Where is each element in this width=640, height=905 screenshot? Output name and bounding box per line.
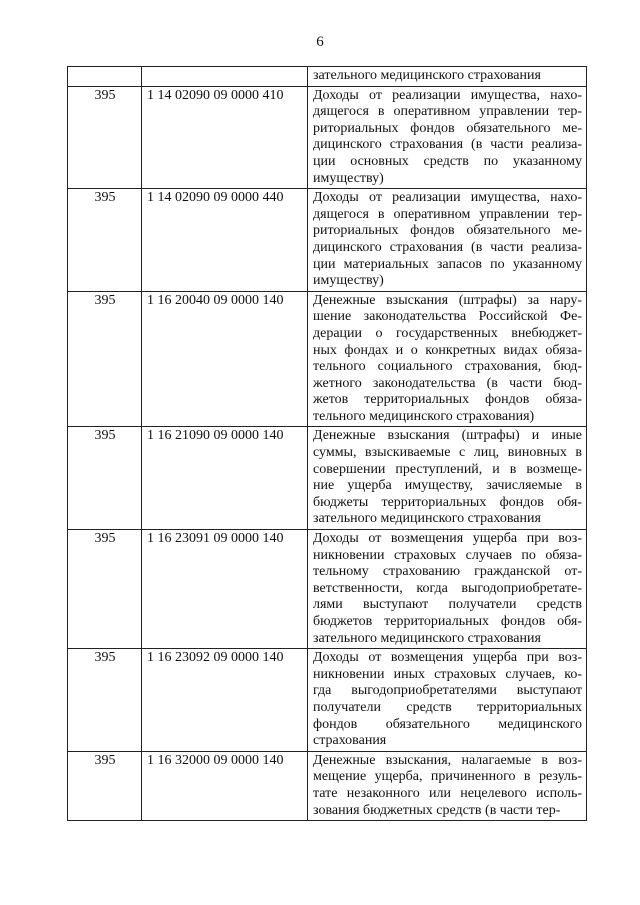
description-line: зательного медицинского страхования bbox=[313, 68, 541, 83]
description-line: ние ущерба имуществу, зачисляемые в bbox=[313, 478, 582, 494]
description-cell bbox=[308, 67, 587, 87]
table-row bbox=[68, 86, 587, 189]
table-body bbox=[68, 67, 587, 821]
admin-code-cell: 395 bbox=[68, 189, 142, 292]
table-row bbox=[68, 751, 587, 820]
description-line: Денежные взыскания, налагаемые в воз- bbox=[313, 752, 582, 768]
description-line: дерации о государственных внебюджет- bbox=[313, 325, 582, 341]
admin-code-cell: 395 bbox=[68, 751, 142, 820]
description-line: имуществу) bbox=[313, 273, 384, 289]
income-code-cell: 1 14 02090 09 0000 440 bbox=[142, 189, 308, 292]
description-line: риториальных фондов обязательного ме- bbox=[313, 223, 582, 239]
income-code-cell bbox=[142, 67, 308, 87]
admin-code-cell: 395 bbox=[68, 291, 142, 427]
description-line: дицинского страхования (в части реализа- bbox=[313, 239, 582, 255]
description-line: дящегося в оперативном управлении тер- bbox=[313, 206, 582, 222]
income-codes-table bbox=[67, 66, 587, 821]
description-cell bbox=[308, 751, 587, 820]
description-line: суммы, взыскиваемые с лиц, виновных в bbox=[313, 445, 582, 461]
table-row bbox=[68, 291, 587, 427]
description-line: жетного законодательства (в части бюд- bbox=[313, 375, 582, 391]
table-row bbox=[68, 530, 587, 649]
description-line: ных фондах и о конкретных видах обяза- bbox=[313, 342, 582, 358]
page-number: 6 bbox=[316, 34, 324, 50]
description-cell bbox=[308, 530, 587, 649]
description-line: имуществу) bbox=[313, 170, 384, 186]
description-line: мещение ущерба, причиненного в резуль- bbox=[313, 769, 582, 785]
description-line: фондов обязательного медицинского bbox=[313, 716, 582, 732]
description-line: Доходы от реализации имущества, нахо- bbox=[313, 190, 582, 206]
description-line: страхования bbox=[313, 733, 387, 749]
description-line: бюджетов территориальных фондов обя- bbox=[313, 614, 582, 629]
description-line: жетов территориальных фондов обяза- bbox=[313, 392, 582, 408]
description-cell bbox=[308, 649, 587, 752]
description-line: дицинского страхования (в части реализа- bbox=[313, 137, 582, 153]
income-code-cell: 1 14 02090 09 0000 410 bbox=[142, 86, 308, 189]
description-cell bbox=[308, 86, 587, 189]
income-code-cell: 1 16 32000 09 0000 140 bbox=[142, 751, 308, 820]
description-line: гда выгодоприобретателями выступают bbox=[313, 683, 582, 699]
description-line: получатели средств территориальных bbox=[313, 699, 582, 715]
description-line: Доходы от возмещения ущерба при воз- bbox=[313, 650, 582, 666]
description-line: тельному страхованию гражданской от- bbox=[313, 564, 582, 580]
description-line: риториальных фондов обязательного ме- bbox=[313, 120, 582, 136]
description-line: бюджеты территориальных фондов обя- bbox=[313, 494, 582, 510]
admin-code-cell: 395 bbox=[68, 649, 142, 752]
table-row bbox=[68, 649, 587, 752]
description-line: дящегося в оперативном управлении тер- bbox=[313, 104, 582, 120]
description-line: ции материальных запасов по указанному bbox=[313, 256, 582, 272]
admin-code-cell: 395 bbox=[68, 530, 142, 649]
income-code-cell: 1 16 20040 09 0000 140 bbox=[142, 291, 308, 427]
description-cell bbox=[308, 427, 587, 530]
description-line: ции основных средств по указанному bbox=[313, 153, 582, 169]
table-row bbox=[68, 189, 587, 292]
description-line: никновении страховых случаев по обяза- bbox=[313, 547, 582, 563]
description-line: шение законодательства Российской Фе- bbox=[313, 309, 582, 325]
description-cell bbox=[308, 189, 587, 292]
table-row bbox=[68, 427, 587, 530]
description-line: зательного медицинского страхования bbox=[313, 511, 541, 527]
description-cell bbox=[308, 291, 587, 427]
description-line: ветственности, когда выгодоприобретате- bbox=[313, 580, 582, 596]
description-line: лями выступают получатели средств bbox=[313, 597, 582, 613]
description-line: тате незаконного или нецелевого исполь- bbox=[313, 785, 582, 801]
income-code-cell: 1 16 23091 09 0000 140 bbox=[142, 530, 308, 649]
table-row bbox=[68, 67, 587, 87]
description-line: Доходы от возмещения ущерба при воз- bbox=[313, 531, 582, 547]
description-line: Денежные взыскания (штрафы) за нару- bbox=[313, 292, 582, 308]
description-line: тельного социального страхования, бюд- bbox=[313, 359, 582, 375]
admin-code-cell: 395 bbox=[68, 427, 142, 530]
admin-code-cell: 395 bbox=[68, 86, 142, 189]
description-line: зования бюджетных средств (в части тер- bbox=[313, 802, 561, 818]
description-line: тельного медицинского страхования) bbox=[313, 408, 535, 424]
description-line: зательного медицинского страхования bbox=[313, 630, 541, 646]
description-line: Денежные взыскания (штрафы) и иные bbox=[313, 428, 582, 444]
description-line: Доходы от реализации имущества, нахо- bbox=[313, 87, 582, 103]
description-line: никновении иных страховых случаев, ко- bbox=[313, 666, 582, 682]
description-line: совершении преступлений, и в возмеще- bbox=[313, 461, 582, 477]
income-code-cell: 1 16 23092 09 0000 140 bbox=[142, 649, 308, 752]
income-code-cell: 1 16 21090 09 0000 140 bbox=[142, 427, 308, 530]
admin-code-cell bbox=[68, 67, 142, 87]
